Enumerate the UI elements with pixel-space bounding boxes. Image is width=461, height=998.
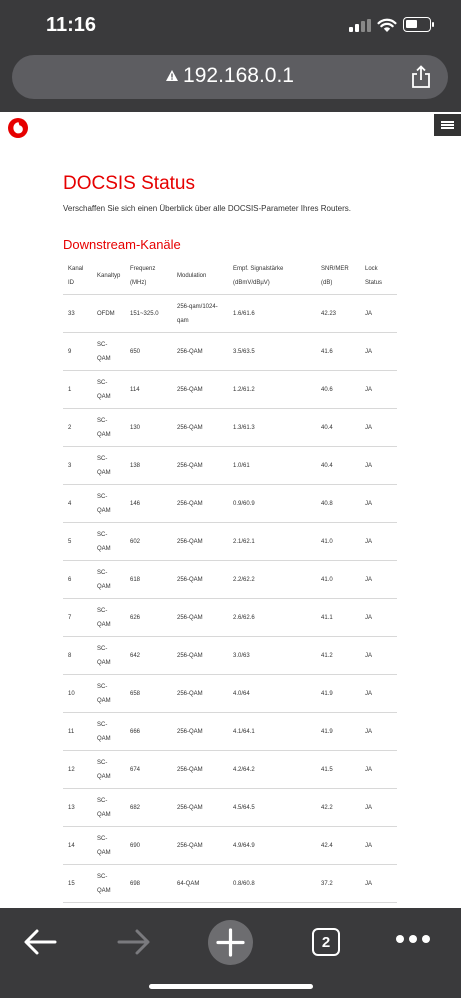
address-bar[interactable] [12, 55, 448, 99]
cellular-signal-icon [349, 19, 371, 32]
cell-kanal-id: 33 [68, 310, 75, 317]
cell-frequenz: 618 [130, 576, 141, 583]
cell-modulation: 256-QAM [177, 614, 203, 621]
cell-snr: 41.9 [321, 690, 333, 697]
cell-lock-status: JA [365, 386, 373, 393]
cell-lock-status: JA [365, 576, 373, 583]
cell-snr: 40.8 [321, 500, 333, 507]
new-tab-button[interactable] [208, 920, 253, 965]
back-arrow-icon[interactable] [22, 926, 58, 958]
header-line: Kanal [68, 265, 84, 272]
header-kanal-id [68, 257, 95, 294]
home-indicator [149, 984, 313, 989]
cell-kanaltyp: SC- QAM [97, 873, 111, 894]
cell-modulation: 256-QAM [177, 652, 203, 659]
url-display[interactable] [12, 64, 448, 88]
url-text: 192.168.0.1 [183, 64, 294, 87]
cell-snr: 40.4 [321, 424, 333, 431]
more-icon[interactable] [395, 933, 431, 945]
table-row [63, 675, 397, 713]
cell-kanal-id: 11 [68, 728, 75, 735]
cell-snr: 40.6 [321, 386, 333, 393]
cell-modulation: 256-QAM [177, 690, 203, 697]
table-row [63, 523, 397, 561]
cell-signalstaerke: 4.1/64.1 [233, 728, 255, 735]
cell-frequenz: 626 [130, 614, 141, 621]
cell-kanaltyp: SC- QAM [97, 645, 111, 666]
cell-modulation: 256-QAM [177, 462, 203, 469]
tabs-button[interactable] [312, 928, 340, 956]
cell-snr: 42.2 [321, 804, 333, 811]
cell-kanal-id: 13 [68, 804, 75, 811]
cell-kanal-id: 9 [68, 348, 72, 355]
cell-lock-status: JA [365, 500, 373, 507]
cell-kanaltyp: SC- QAM [97, 417, 111, 438]
cell-kanal-id: 6 [68, 576, 72, 583]
table-row [63, 637, 397, 675]
cell-kanaltyp: SC- QAM [97, 721, 111, 742]
cell-modulation: 64-QAM [177, 880, 200, 887]
cell-frequenz: 138 [130, 462, 141, 469]
cell-kanaltyp: SC- QAM [97, 683, 111, 704]
cell-snr: 41.1 [321, 614, 333, 621]
table-row [63, 333, 397, 371]
page-subtitle: Verschaffen Sie sich einen Überblick über alle DOCSIS-Parameter Ihres Routers. [63, 204, 351, 213]
menu-button[interactable] [434, 114, 461, 136]
wifi-icon [377, 17, 397, 33]
cell-signalstaerke: 1.3/61.3 [233, 424, 255, 431]
header-frequenz [130, 257, 176, 294]
cell-frequenz: 658 [130, 690, 141, 697]
cell-frequenz: 114 [130, 386, 140, 393]
table-row [63, 371, 397, 409]
cell-kanal-id: 14 [68, 842, 75, 849]
header-line: (dBmV/dBµV) [233, 279, 270, 286]
cell-lock-status: JA [365, 766, 373, 773]
cell-signalstaerke: 4.0/64 [233, 690, 250, 697]
cell-snr: 41.2 [321, 652, 333, 659]
header-line: Frequenz [130, 265, 156, 272]
table-row [63, 409, 397, 447]
cell-kanaltyp: SC- QAM [97, 455, 111, 476]
cell-kanaltyp: SC- QAM [97, 607, 111, 628]
cell-signalstaerke: 3.0/63 [233, 652, 250, 659]
cell-snr: 42.4 [321, 842, 333, 849]
cell-signalstaerke: 2.1/62.1 [233, 538, 255, 545]
cell-kanal-id: 1 [68, 386, 72, 393]
cell-lock-status: JA [365, 880, 373, 887]
cell-lock-status: JA [365, 690, 373, 697]
cell-frequenz: 674 [130, 766, 141, 773]
cell-frequenz: 690 [130, 842, 141, 849]
table-row [63, 713, 397, 751]
cell-kanal-id: 7 [68, 614, 72, 621]
cell-modulation: 256-QAM [177, 728, 203, 735]
cell-lock-status: JA [365, 538, 373, 545]
cell-kanal-id: 12 [68, 766, 75, 773]
cell-modulation: 256-QAM [177, 424, 203, 431]
header-line: Kanaltyp [97, 272, 121, 279]
table-row [63, 751, 397, 789]
cell-lock-status: JA [365, 310, 373, 317]
section-title: Downstream-Kanäle [63, 237, 181, 252]
cell-lock-status: JA [365, 462, 373, 469]
cell-snr: 42.23 [321, 310, 337, 317]
cell-signalstaerke: 1.0/61 [233, 462, 250, 469]
cell-frequenz: 650 [130, 348, 141, 355]
cell-lock-status: JA [365, 614, 373, 621]
table-row [63, 865, 397, 903]
cell-frequenz: 130 [130, 424, 141, 431]
cell-signalstaerke: 4.2/64.2 [233, 766, 255, 773]
cell-snr: 41.9 [321, 728, 333, 735]
table-row [63, 827, 397, 865]
cell-lock-status: JA [365, 728, 373, 735]
cell-modulation: 256-QAM [177, 842, 203, 849]
cell-signalstaerke: 0.9/60.9 [233, 500, 255, 507]
battery-icon [403, 17, 431, 32]
table-body [63, 295, 397, 903]
status-time: 11:16 [46, 14, 97, 36]
header-line: Modulation [177, 272, 207, 279]
cell-signalstaerke: 4.5/64.5 [233, 804, 255, 811]
table-row [63, 295, 397, 333]
cell-signalstaerke: 2.6/62.6 [233, 614, 255, 621]
cell-signalstaerke: 0.8/60.8 [233, 880, 255, 887]
tab-count: 2 [321, 933, 331, 951]
cell-frequenz: 698 [130, 880, 141, 887]
plus-icon [208, 920, 253, 965]
cell-kanaltyp: SC- QAM [97, 835, 111, 856]
cell-signalstaerke: 2.2/62.2 [233, 576, 255, 583]
cell-lock-status: JA [365, 424, 373, 431]
cell-frequenz: 151~325.0 [130, 310, 159, 317]
cell-frequenz: 642 [130, 652, 141, 659]
cell-modulation: 256-qam/1024- qam [177, 303, 218, 324]
cell-kanaltyp: SC- QAM [97, 493, 111, 514]
cell-kanaltyp: SC- QAM [97, 797, 111, 818]
status-bar [0, 0, 461, 50]
header-line: (dB) [321, 279, 333, 286]
page-title: DOCSIS Status [63, 173, 195, 194]
header-line: ID [68, 279, 74, 286]
cell-lock-status: JA [365, 348, 373, 355]
cell-frequenz: 602 [130, 538, 141, 545]
cell-snr: 40.4 [321, 462, 333, 469]
table-row [63, 599, 397, 637]
header-line: Status [365, 279, 383, 286]
cell-modulation: 256-QAM [177, 804, 203, 811]
cell-signalstaerke: 1.6/61.6 [233, 310, 255, 317]
cell-kanaltyp: SC- QAM [97, 341, 111, 362]
cell-kanal-id: 8 [68, 652, 72, 659]
cell-snr: 37.2 [321, 880, 333, 887]
cell-modulation: 256-QAM [177, 500, 203, 507]
cell-modulation: 256-QAM [177, 538, 203, 545]
header-signalstaerke [233, 257, 317, 294]
cell-modulation: 256-QAM [177, 576, 203, 583]
cell-kanaltyp: SC- QAM [97, 379, 111, 400]
header-line: (MHz) [130, 279, 147, 286]
cell-frequenz: 146 [130, 500, 141, 507]
cell-kanal-id: 3 [68, 462, 72, 469]
downstream-table [63, 257, 397, 903]
share-icon[interactable] [410, 65, 432, 89]
header-modulation [177, 257, 232, 294]
cell-lock-status: JA [365, 652, 373, 659]
table-header [63, 257, 397, 295]
cell-signalstaerke: 4.9/64.9 [233, 842, 255, 849]
cell-kanaltyp: SC- QAM [97, 759, 111, 780]
cell-signalstaerke: 3.5/63.5 [233, 348, 255, 355]
cell-modulation: 256-QAM [177, 348, 203, 355]
header-kanaltyp [97, 257, 127, 294]
cell-snr: 41.5 [321, 766, 333, 773]
header-line: Lock [365, 265, 378, 272]
browser-toolbar [0, 908, 461, 998]
cell-snr: 41.0 [321, 576, 333, 583]
table-row [63, 447, 397, 485]
vodafone-logo[interactable] [8, 118, 28, 138]
forward-arrow-icon[interactable] [116, 926, 152, 958]
header-line: SNR/MER [321, 265, 349, 272]
cell-kanal-id: 10 [68, 690, 75, 697]
cell-modulation: 256-QAM [177, 386, 203, 393]
table-row [63, 485, 397, 523]
webpage [0, 112, 461, 908]
header-snr [321, 257, 361, 294]
header-lock-status [365, 257, 397, 294]
cell-kanal-id: 5 [68, 538, 72, 545]
cell-modulation: 256-QAM [177, 766, 203, 773]
cell-kanal-id: 2 [68, 424, 72, 431]
cell-lock-status: JA [365, 842, 373, 849]
cell-snr: 41.0 [321, 538, 333, 545]
cell-frequenz: 682 [130, 804, 141, 811]
cell-signalstaerke: 1.2/61.2 [233, 386, 255, 393]
table-row [63, 561, 397, 599]
cell-lock-status: JA [365, 804, 373, 811]
cell-kanaltyp: SC- QAM [97, 531, 111, 552]
table-row [63, 789, 397, 827]
header-line: Empf. Signalstärke [233, 265, 284, 272]
warning-icon [166, 70, 178, 81]
cell-kanal-id: 15 [68, 880, 75, 887]
cell-kanaltyp: SC- QAM [97, 569, 111, 590]
cell-kanal-id: 4 [68, 500, 72, 507]
cell-frequenz: 666 [130, 728, 141, 735]
cell-kanaltyp: OFDM [97, 310, 115, 317]
cell-snr: 41.6 [321, 348, 333, 355]
